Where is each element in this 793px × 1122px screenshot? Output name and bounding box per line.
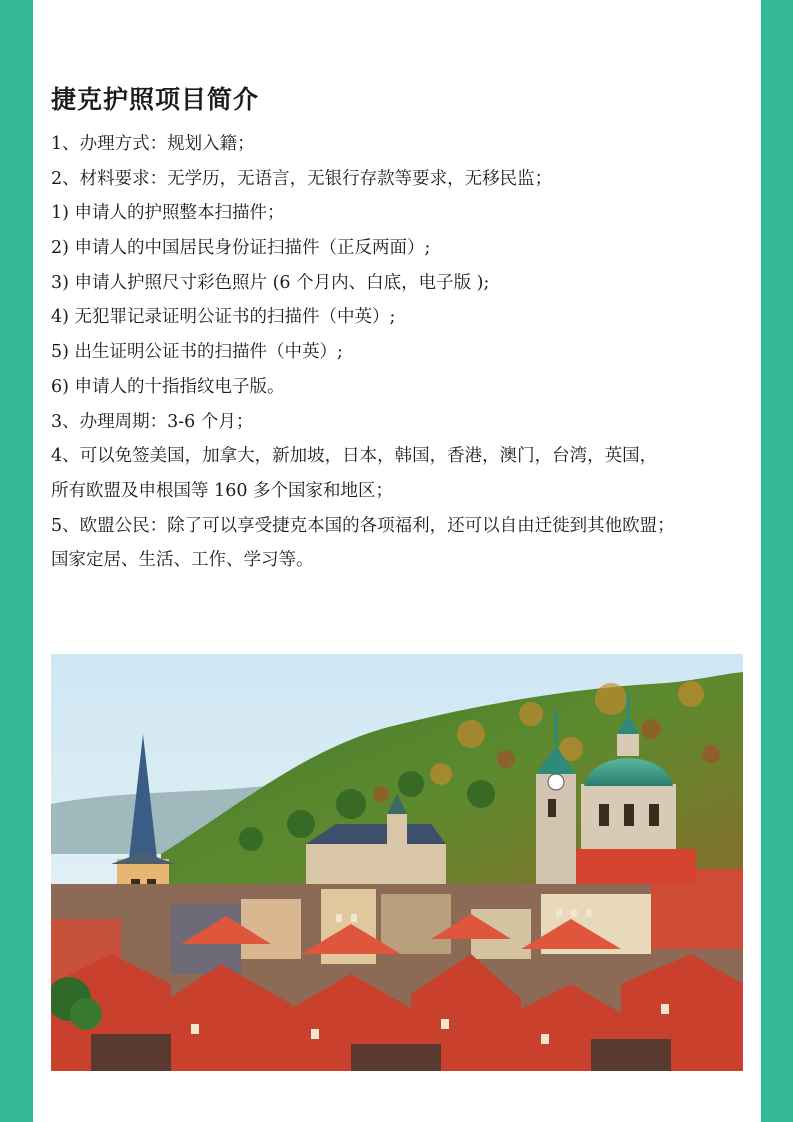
prague-cityscape-photo [51,654,743,1071]
text-line: 所有欧盟及申根国等 160 多个国家和地区； [51,480,394,501]
text-line: 2、材料要求：无学历，无语言，无银行存款等要求，无移民监； [51,168,553,189]
text-line: 3、办理周期：3-6 个月； [51,411,254,432]
text-line: 4、可以免签美国，加拿大，新加坡，日本，韩国，香港，澳门，台湾，英国， [51,446,658,467]
text-line: 4) 无犯罪记录证明公证书的扫描件（中英）; [51,307,396,328]
text-line: 3) 申请人护照尺寸彩色照片 (6 个月内、白底，电子版 ); [51,272,490,293]
text-line: 国家定居、生活、工作、学习等。 [51,550,314,571]
text-line: 5) 出生证明公证书的扫描件（中英）; [51,342,343,363]
text-line: 2) 申请人的中国居民身份证扫描件（正反两面）; [51,238,431,259]
document-body [51,127,756,578]
document-title: 捷克护照项目简介 [51,85,260,114]
text-line: 5、欧盟公民：除了可以享受捷克本国的各项福利，还可以自由迁徙到其他欧盟； [51,515,675,536]
text-line: 6) 申请人的十指指纹电子版。 [51,376,285,397]
document-page [33,0,761,1122]
text-line: 1) 申请人的护照整本扫描件； [51,203,285,224]
text-line: 1、办理方式：规划入籍； [51,134,255,154]
